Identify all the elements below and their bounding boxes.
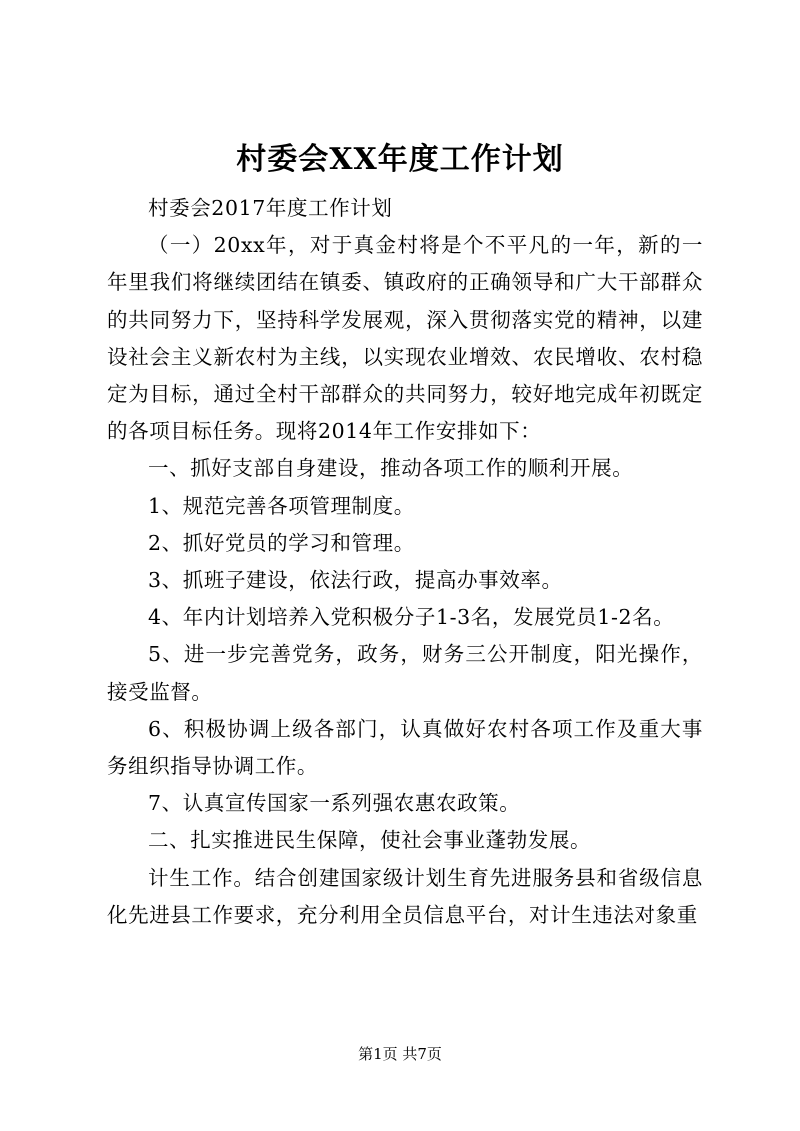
document-title: 村委会XX年度工作计划 <box>236 142 564 177</box>
paragraph: 5、进一步完善党务，政务，财务三公开制度，阳光操作，接受监督。 <box>107 642 703 704</box>
page-footer: 第1页 共7页 <box>358 1045 442 1063</box>
paragraph: 计生工作。结合创建国家级计划生育先进服务县和省级信息化先进县工作要求，充分利用全员信息平台，对计生违法对象重 <box>107 865 703 927</box>
paragraph: 二、扎实推进民生保障，使社会事业蓬勃发展。 <box>148 828 592 853</box>
paragraph: 3、抓班子建设，依法行政，提高办事效率。 <box>148 568 563 593</box>
paragraph: 一、抓好支部自身建设，推动各项工作的顺利开展。 <box>148 456 634 481</box>
paragraph: 6、积极协调上级各部门，认真做好农村各项工作及重大事务组织指导协调工作。 <box>107 716 703 779</box>
paragraph: 1、规范完善各项管理制度。 <box>148 493 415 518</box>
paragraph: （一）20xx年，对于真金村将是个不平凡的一年，新的一年里我们将继续团结在镇委、镇政府的正确领导和广大干部群众的共同努力下，坚持科学发展观，深入贯彻落实党的精神，以建设社会主义新农村为主线，以实现农业增效、农民增收、农村稳定为目标，通过全村干部群众的共同努力，较好地完成年初既定的各项目标任务。现将2014年工作安排如下： <box>107 233 703 444</box>
paragraph: 7、认真宣传国家一系列强农惠农政策。 <box>148 791 521 816</box>
document-body <box>107 190 703 934</box>
paragraph: 2、抓好党员的学习和管理。 <box>148 530 415 555</box>
paragraph: 4、年内计划培养入党积极分子1-3名，发展党员1-2名。 <box>148 605 675 630</box>
paragraph: 村委会2017年度工作计划 <box>148 196 393 220</box>
